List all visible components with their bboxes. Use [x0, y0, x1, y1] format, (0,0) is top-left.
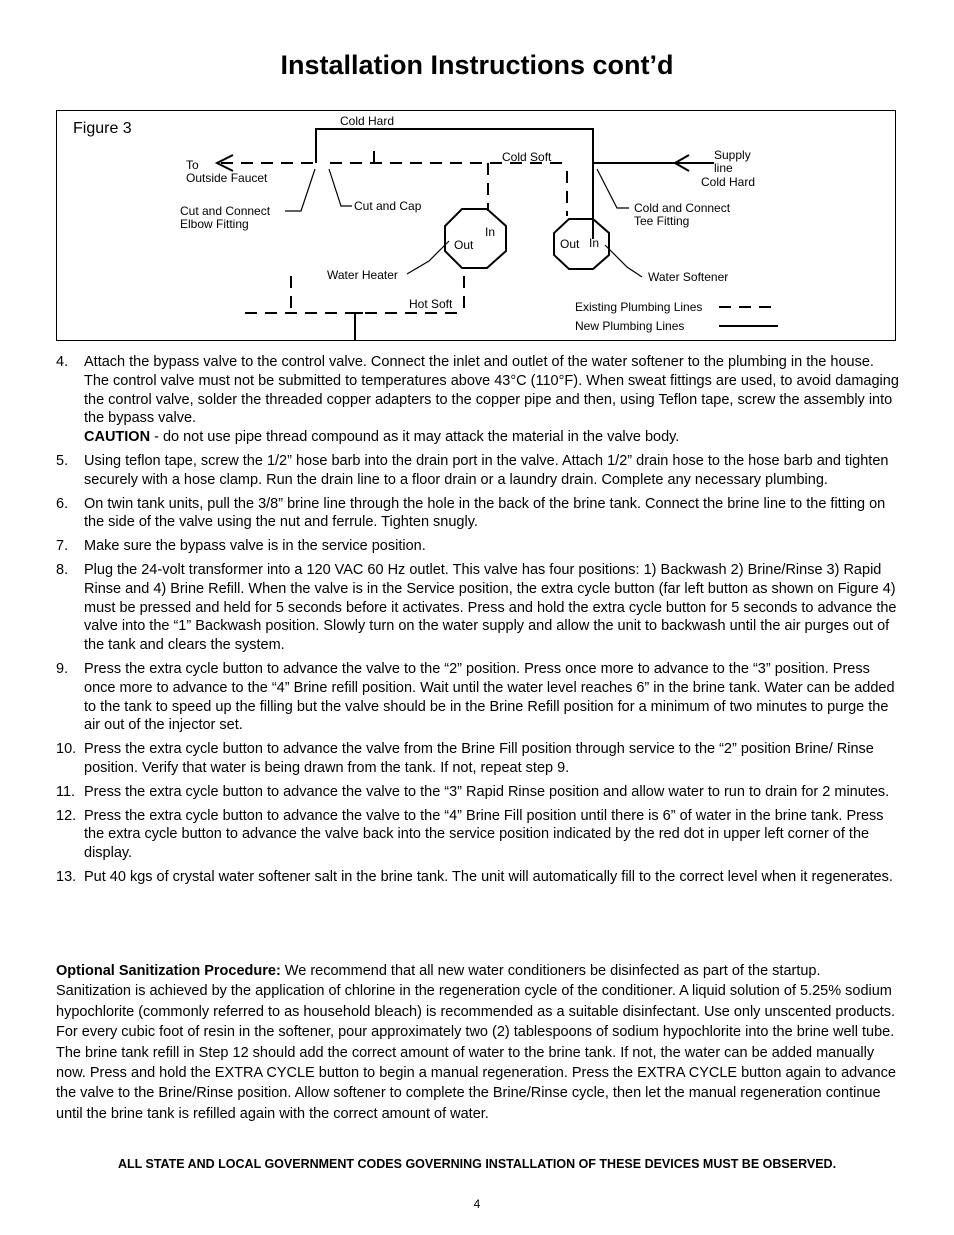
- leader-cut-cap: [329, 169, 352, 206]
- step-item: [56, 561, 899, 655]
- page-title: Installation Instructions cont’d: [280, 50, 674, 80]
- step-text: Attach the bypass valve to the control valve. Connect the inlet and outlet of the water softener to the plumbing in the house. The control valve must not be submitted to temperatures above 43°C (110°F). When sweat fittings are used, to avoid damaging the control valve, solder the threaded copper adapters to the copper pipe and then, using Teflon tape, screw the assembly into the bypass valve.: [84, 354, 899, 427]
- legend-existing-label: Existing Plumbing Lines: [575, 300, 703, 314]
- step-number: 5.: [56, 452, 69, 469]
- step-text: Put 40 kgs of crystal water softener salt in the brine tank. The unit will automatically fill to the correct level when it regenerates.: [84, 868, 893, 885]
- leader-heater: [407, 241, 449, 274]
- leader-elbow: [285, 169, 315, 211]
- legend-new-label: New Plumbing Lines: [575, 319, 685, 333]
- step-item: [56, 452, 899, 490]
- leader-softener: [605, 245, 642, 277]
- step-text: Press the extra cycle button to advance the valve to the “2” position. Press once more to advance to the “3” position. Press once more to advance to the “4” Brine refill position. Wait until the water level reaches 6” in the brine tank. Water can be added to the tank to speed up the filling but the valve should be in the Brine Refill position for a minimum of two minutes to purge the air out of the injector set.: [84, 660, 895, 734]
- new-line-cold-hard-top: [316, 129, 593, 163]
- label-water-heater: Water Heater: [327, 268, 398, 282]
- label-outside-faucet: Outside Faucet: [186, 171, 268, 185]
- label-cut-connect: Cut and Connect: [180, 204, 271, 218]
- step-text: Press the extra cycle button to advance the valve to the “4” Brine Fill position until there is 6” of water in the brine tank. Press the extra cycle button to advance the valve back into the service position indicated by the red dot in upper left corner of the display.: [84, 807, 884, 862]
- step-text: On twin tank units, pull the 3/8” brine line through the hole in the back of the brine tank. Connect the brine line to the fitting on the side of the valve using the nut and ferrule. Tighten snugly.: [84, 495, 886, 531]
- step-text: Press the extra cycle button to advance the valve to the “3” Rapid Rinse position and allow water to run to drain for 2 minutes.: [84, 783, 890, 800]
- label-softener-out: Out: [560, 237, 580, 251]
- label-supply: Supply: [714, 148, 751, 162]
- step-text: Using teflon tape, screw the 1/2” hose barb into the drain port in the valve. Attach 1/2” drain hose to the hose barb and tighten securely with a hose clamp. Run the drain line to a floor drain or a laundry drain. Complete any necessary plumbing.: [84, 452, 889, 488]
- label-cold-hard-top: Cold Hard: [340, 114, 395, 128]
- sanitization-heading: Optional Sanitization Procedure:: [56, 963, 281, 979]
- step-number: 8.: [56, 561, 69, 578]
- page-number: 4: [473, 1197, 481, 1211]
- step-number: 7.: [56, 538, 69, 555]
- step-item: [56, 868, 899, 887]
- step-number: 6.: [56, 495, 69, 512]
- step-number: 10.: [56, 741, 77, 758]
- step-item: [56, 807, 899, 863]
- step-item: [56, 495, 899, 533]
- figure-label: Figure 3: [73, 120, 132, 137]
- label-cut-and-cap: Cut and Cap: [354, 199, 422, 213]
- label-to: To: [186, 158, 199, 172]
- label-softener-in: In: [589, 236, 600, 250]
- step-item: [56, 740, 899, 778]
- label-heater-out: Out: [454, 238, 474, 252]
- step-number: 12.: [56, 807, 77, 824]
- codes-notice: ALL STATE AND LOCAL GOVERNMENT CODES GOVERNING INSTALLATION OF THESE DEVICES MUST BE OBSERVED.: [117, 1157, 837, 1171]
- leader-tee: [597, 169, 629, 208]
- caution-label: CAUTION: [84, 429, 151, 446]
- plumbing-diagram-figure: [56, 110, 896, 341]
- step-text: Press the extra cycle button to advance the valve from the Brine Fill position through service to the “2” position Brine/ Rinse position. Verify that water is being drawn from the tank. If not, repeat step 9.: [84, 741, 874, 776]
- step-text: Make sure the bypass valve is in the service position.: [84, 538, 426, 555]
- label-cold-and-connect: Cold and Connect: [634, 201, 731, 215]
- step-number: 13.: [56, 868, 77, 885]
- label-hot-soft: Hot Soft: [409, 297, 453, 311]
- step-item: [56, 660, 899, 735]
- label-cold-soft: Cold Soft: [502, 150, 552, 164]
- step-item: [56, 353, 899, 447]
- step-item: [56, 537, 899, 556]
- step-item: [56, 783, 899, 802]
- label-tee-fitting: Tee Fitting: [634, 214, 690, 228]
- caution-text: - do not use pipe thread compound as it may attack the material in the valve body.: [150, 429, 680, 446]
- sanitization-paragraph: [56, 961, 899, 1124]
- step-number: 9.: [56, 660, 69, 677]
- label-elbow-fitting: Elbow Fitting: [180, 217, 249, 231]
- label-line: line: [714, 161, 733, 175]
- label-water-softener: Water Softener: [648, 270, 729, 284]
- installation-steps-list: [56, 353, 899, 892]
- label-heater-in: In: [485, 225, 496, 239]
- step-number: 4.: [56, 354, 69, 370]
- step-number: 11.: [56, 783, 76, 800]
- step-text: Plug the 24-volt transformer into a 120 VAC 60 Hz outlet. This valve has four positions: 1) Backwash 2) Brine/Rinse 3) Rapid Rinse and 4) Brine Refill. When the valve is in the Service position, the extra cycle button (far left button as shown on Figure 4) must be pressed and held for 5 seconds before it activates. Press and hold the extra cycle button for 5 seconds to advance the valve into the “1” Backwash position. Slowly turn on the water supply and allow the unit to backwash until the air purges out of the tank and clears the system.: [84, 561, 897, 654]
- label-supply-cold-hard: Cold Hard: [701, 175, 756, 189]
- sanitization-text: We recommend that all new water conditioners be disinfected as part of the startup. Sanitization is achieved by the application of chlorine in the regeneration cycle of the conditioner. A liquid solution of 5.25% sodium hypochlorite (commonly referred to as household bleach) is recommended as a suitable disinfectant. Use only unscented products. For every cubic foot of resin in the softener, pour approximately two (2) tablespoons of sodium hypochlorite into the brine well tube. The brine tank refill in Step 12 should add the correct amount of water to the brine tank. If not, the water can be added manually now. Press and hold the EXTRA CYCLE button to begin a manual regeneration. Press the EXTRA CYCLE button again to advance the valve to the Brine/Rinse position. Allow softener to complete the Brine/Rinse cycle, then let the manual regeneration continue until the brine tank is refilled again with the correct amount of water.: [56, 963, 896, 1122]
